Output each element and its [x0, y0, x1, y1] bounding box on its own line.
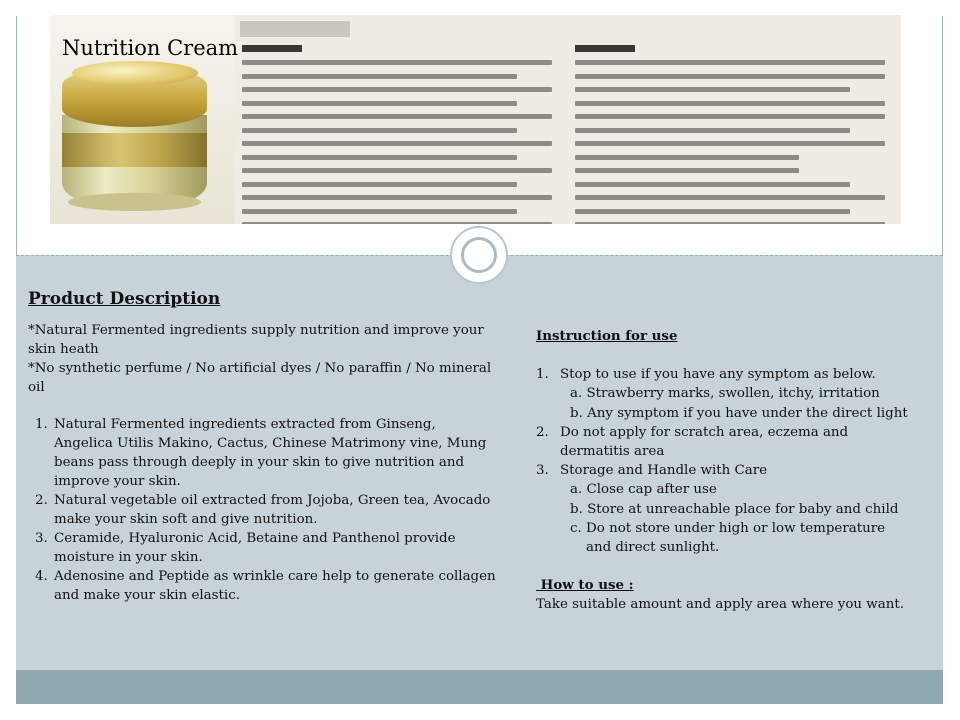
instruction-heading: Instruction for use [536, 328, 678, 344]
list-item: 1. Natural Fermented ingredients extracted from Ginseng, Angelica Utilis Makino, Cactus, Chinese Matrimony vine, Mung beans pass through deeply in your skin to give nutrition and improve your skin. [52, 415, 498, 491]
list-item: 3. Ceramide, Hyaluronic Acid, Betaine and Panthenol provide moisture in your skin. [52, 529, 498, 567]
instruction-item-1a: a. Strawberry marks, swollen, itchy, irritation [570, 386, 880, 402]
instruction-item-1: Stop to use if you have any symptom as below. [560, 367, 876, 383]
korean-label-heading [240, 21, 350, 37]
product-description-heading: Product Description [28, 289, 221, 309]
instruction-item-3c: c. Do not store under high or low temperature [570, 520, 886, 536]
list-item: 2. Natural vegetable oil extracted from Jojoba, Green tea, Avocado make your skin soft and give nutrition. [52, 491, 498, 529]
list-item: 4. Adenosine and Peptide as wrinkle care help to generate collagen and make your skin elastic. [52, 567, 498, 605]
how-to-use-heading: How to use : [536, 577, 634, 594]
footer-bar [16, 670, 943, 704]
instruction-item-3: Storage and Handle with Care [560, 463, 768, 479]
instruction-item-2: Do not apply for scratch area, eczema and [560, 424, 849, 440]
intro-line-nutrition: *Natural Fermented ingredients supply nutrition and improve your skin heath [28, 323, 484, 357]
divider-ring-ornament [450, 226, 508, 284]
instruction-item-3a: a. Close cap after use [570, 482, 717, 498]
instruction-section: Instruction for use 1. Stop to use if you have any symptom as below. a. Strawberry marks, swollen, itchy, irritation b. Any symptom if you have under the direct light 2. Do not apply for scratch area, eczema and dermatitis area 3. Storage and Handle with Care a. Close cap after use b. Store at unreachable place for baby and child c. Do not store under high or low temperature and direct sunlight. How to use : Take suitable amount and apply area where you want. [536, 327, 936, 615]
korean-label-text-right [575, 45, 895, 224]
how-to-use-text: Take suitable amount and apply area where you want. [536, 597, 904, 613]
intro-line-no-additives: *No synthetic perfume / No artificial dyes / No paraffin / No mineral oil [28, 361, 492, 395]
instruction-item-2-cont: dermatitis area [560, 444, 665, 460]
instruction-item-3b: b. Store at unreachable place for baby and child [570, 501, 899, 517]
nutrition-cream-title: Nutrition Cream [62, 36, 239, 60]
ingredient-list [28, 415, 498, 605]
product-description-section [28, 290, 498, 605]
instruction-item-3c-cont: and direct sunlight. [586, 540, 720, 556]
instruction-item-1b: b. Any symptom if you have under the direct light [570, 405, 908, 421]
korean-label-text-left [242, 45, 562, 224]
